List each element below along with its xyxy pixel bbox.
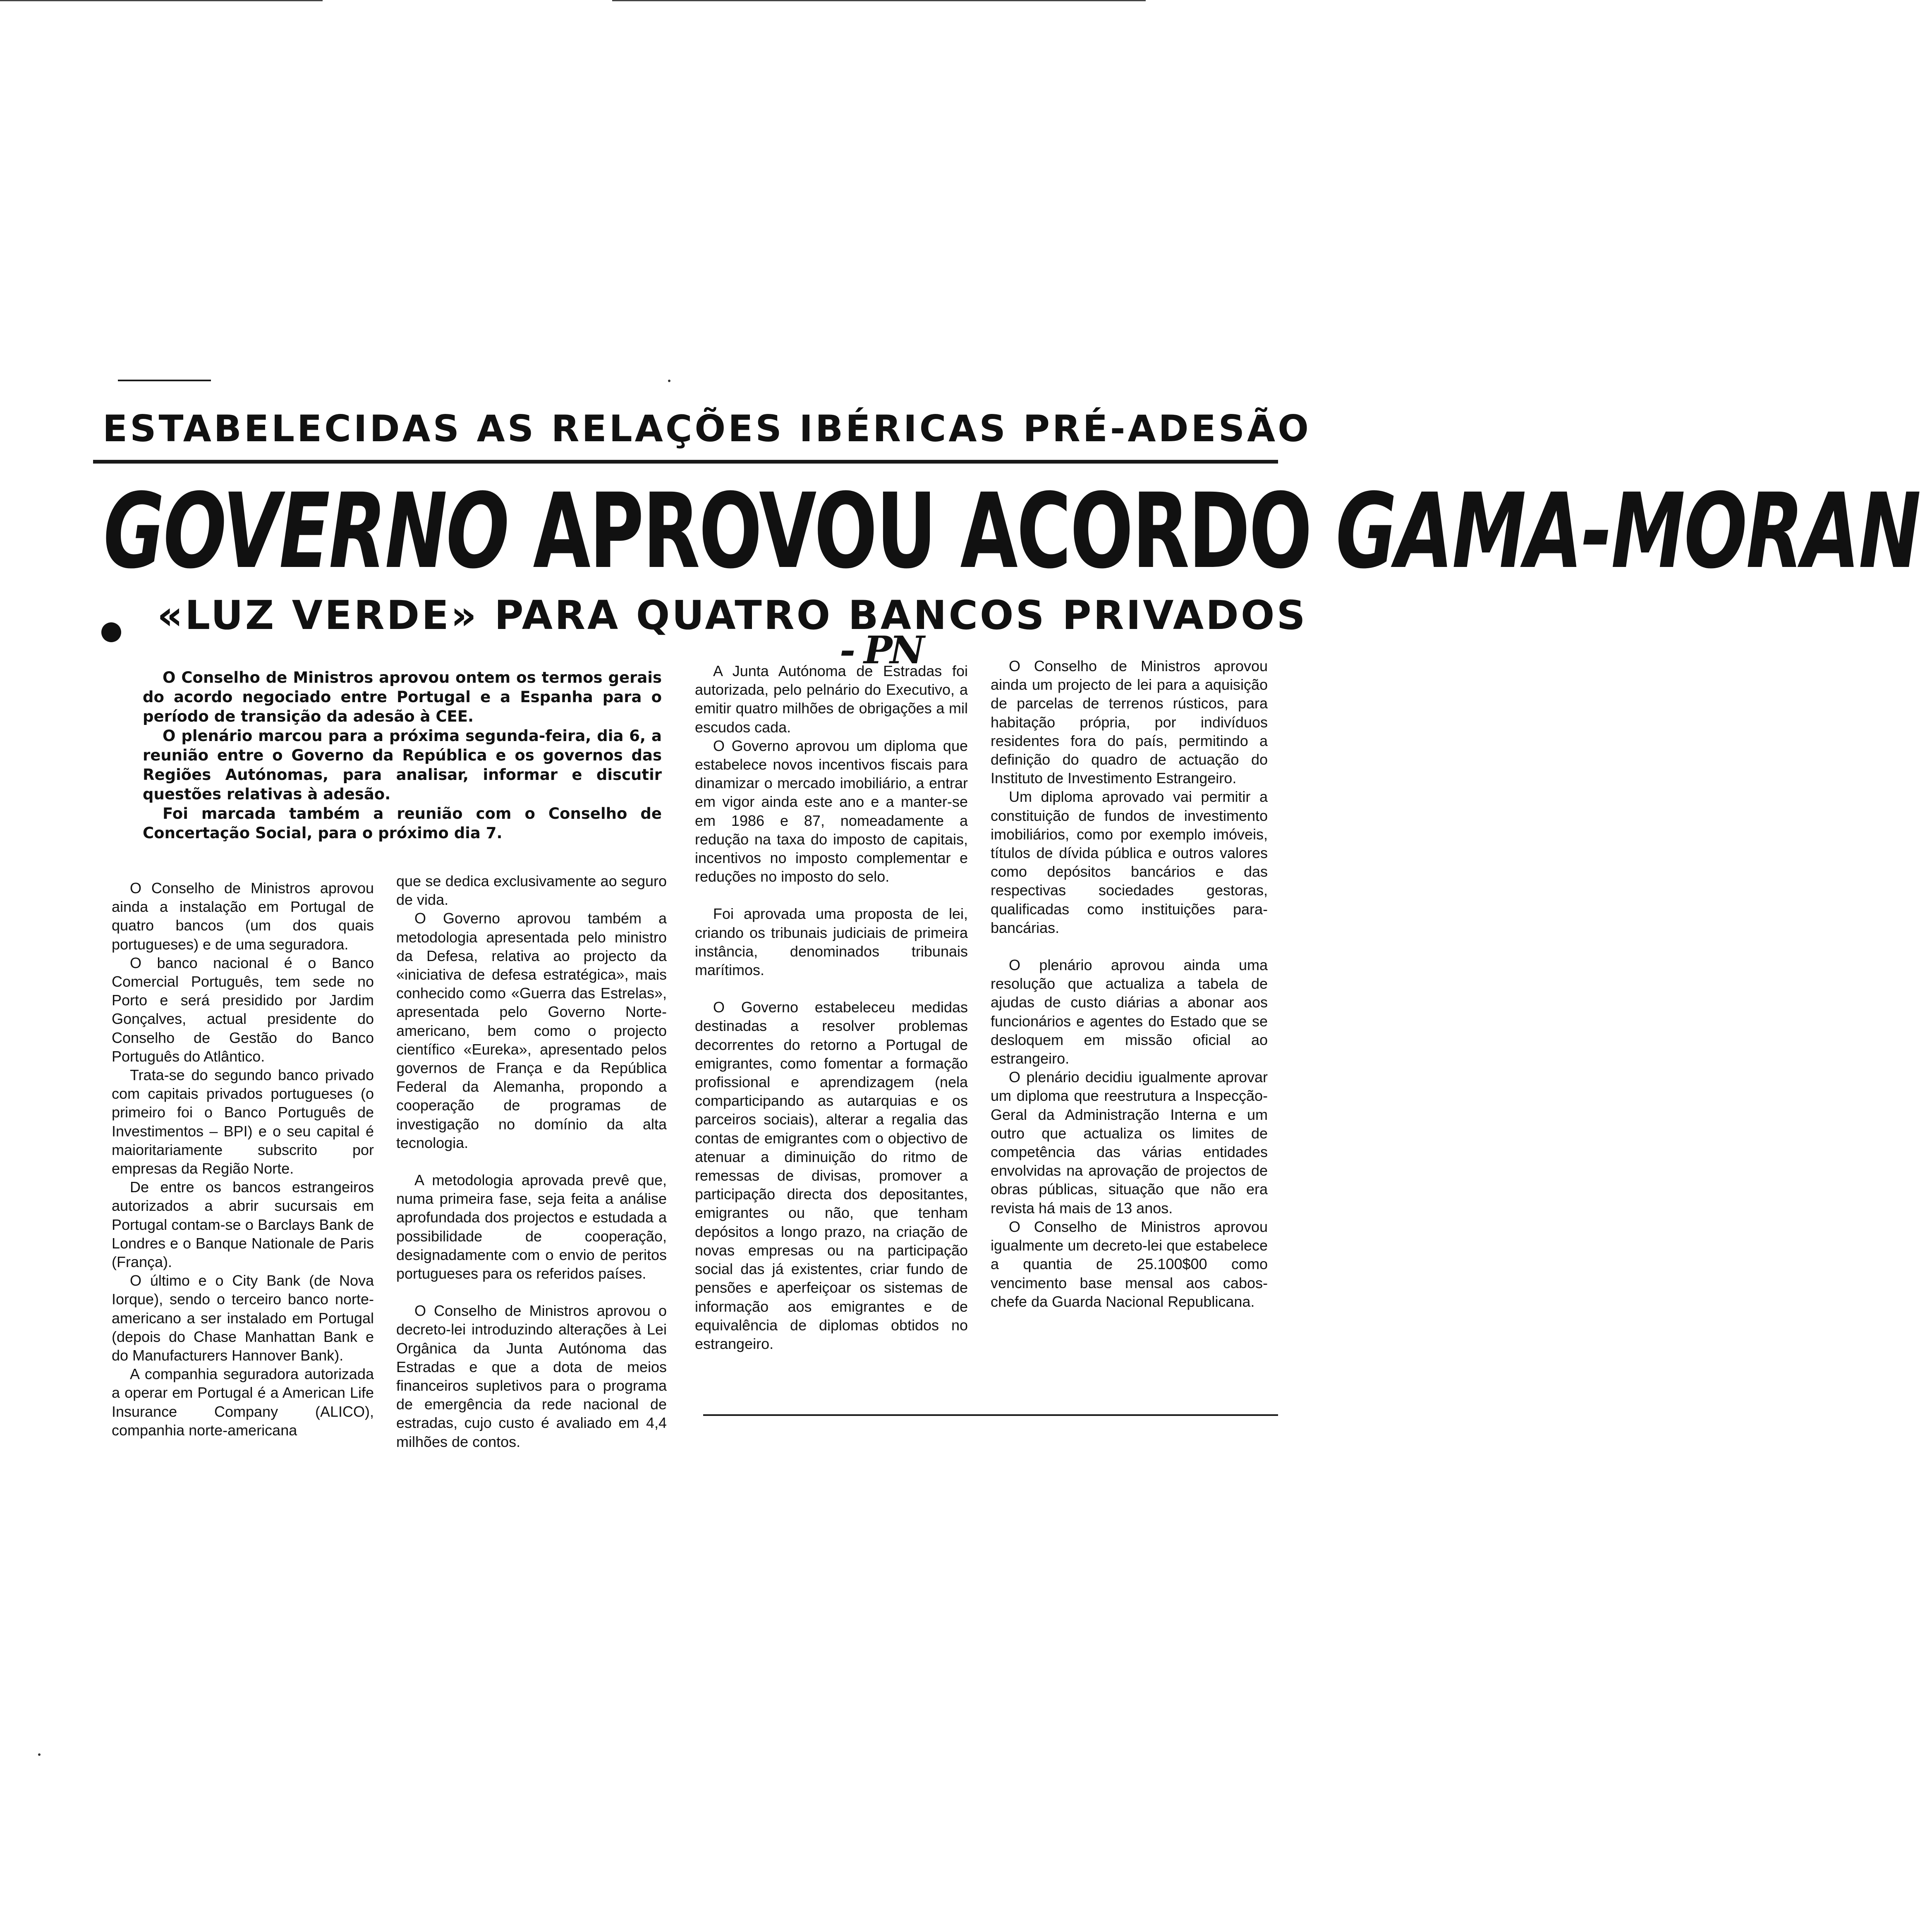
column-paragraph: A companhia seguradora autorizada a operar em Portugal é a American Life Insurance Company (ALICO), companhia norte-americana xyxy=(112,1365,374,1439)
column-paragraph: A Junta Autónoma de Estradas foi autorizada, pelo pelnário do Executivo, a emitir quatro milhões de obrigações a mil escudos cada. xyxy=(695,662,968,736)
headline-part-2: APROVOU ACORDO xyxy=(508,471,1336,591)
handwritten-mark: - PN xyxy=(840,628,922,672)
short-rule xyxy=(118,380,211,381)
column-paragraph: O último e o City Bank (de Nova Iorque), sendo o terceiro banco norte-americano a ser instalado em Portugal (depois do Chase Manhattan Bank e do Manufacturers Hannover Bank). xyxy=(112,1272,374,1364)
scan-line-top-left xyxy=(0,0,323,1)
column-paragraph: O Conselho de Ministros aprovou igualmente um decreto-lei que estabelece a quantia de 25.100$00 como vencimento base mensal aos cabos-chefe da Guarda Nacional Republicana. xyxy=(991,1218,1268,1310)
column-paragraph: O banco nacional é o Banco Comercial Português, tem sede no Porto e será presidido por Jardim Gonçalves, actual presidente do Conselho de Gestão do Banco Português do Atlântico. xyxy=(112,954,374,1065)
article-column-4 xyxy=(991,657,1268,1311)
headline-part-1: GOVERNO xyxy=(103,471,508,591)
column-paragraph: Um diploma aprovado vai permitir a constituição de fundos de investimento imobiliários, como por exemplo imóveis, títulos de dívida pública e outros valores como depósitos bancários e das respectivas sociedades gestoras, qualificadas como instituições para-bancárias. xyxy=(991,788,1268,936)
bullet-icon xyxy=(101,622,121,642)
headline xyxy=(103,469,1920,593)
scan-line-top-right xyxy=(612,0,1146,1)
headline-part-3: GAMA-MORAN xyxy=(1336,471,1920,591)
lead-paragraph: Foi marcada também a reunião com o Conselho de Concertação Social, para o próximo dia 7. xyxy=(143,805,662,842)
article-column-1 xyxy=(112,879,374,1439)
column-paragraph: O Governo aprovou também a metodologia apresentada pelo ministro da Defesa, relativa ao projecto da «iniciativa de defesa estratégica», mais conhecido como «Guerra das Estrelas», apresentada pelo Governo Norte-americano, bem como o projecto científico «Eureka», apresentado pelos governos de França e da República Federal da Alemanha, propondo a cooperação de programas de investigação no domínio da alta tecnologia. xyxy=(396,910,667,1151)
article-column-3 xyxy=(695,662,968,1353)
column-paragraph: O plenário decidiu igualmente aprovar um diploma que reestrutura a Inspecção-Geral da Administração Interna e um outro que actualiza os limites de competência das várias entidades envolvidas na aprovação de projectos de obras públicas, situação que não era revista há mais de 13 anos. xyxy=(991,1069,1268,1217)
kicker-title: ESTABELECIDAS AS RELAÇÕES IBÉRICAS PRÉ-ADESÃO xyxy=(103,407,1311,450)
column-paragraph: O plenário aprovou ainda uma resolução que actualiza a tabela de ajudas de custo diárias a abonar aos funcionários e agentes do Estado que se desloquem em missão oficial ao estrangeiro. xyxy=(991,956,1268,1067)
subhead: «LUZ VERDE» PARA QUATRO BANCOS PRIVADOS xyxy=(157,592,1307,638)
column-paragraph: O Conselho de Ministros aprovou ainda a instalação em Portugal de quatro bancos (um dos quais portugueses) e de uma seguradora. xyxy=(112,880,374,953)
scan-speck xyxy=(38,1753,41,1756)
lead-paragraph-block xyxy=(143,668,662,843)
kicker-rule xyxy=(93,460,1278,464)
column-paragraph: O Governo aprovou um diploma que estabelece novos incentivos fiscais para dinamizar o mercado imobiliário, a entrar em vigor ainda este ano e a manter-se em 1986 e 87, nomeadamente a redução na taxa do imposto de capitais, incentivos no imposto complementar e reduções no imposto do selo. xyxy=(695,737,968,885)
closing-rule xyxy=(703,1414,1278,1416)
column-paragraph: O Conselho de Ministros aprovou ainda um projecto de lei para a aquisição de parcelas de terrenos rústicos, para habitação própria, por indivíduos residentes fora do país, permitindo a definição do quadro de actuação do Instituto de Investimento Estrangeiro. xyxy=(991,658,1268,787)
column-paragraph: De entre os bancos estrangeiros autorizados a abrir sucursais em Portugal contam-se o Barclays Bank de Londres e o Banque Nationale de Paris (França). xyxy=(112,1179,374,1271)
lead-paragraph: O plenário marcou para a próxima segunda-feira, dia 6, a reunião entre o Governo da República e os governos das Regiões Autónomas, para analisar, informar e discutir questões relativas à adesão. xyxy=(143,727,662,803)
column-paragraph: O Conselho de Ministros aprovou o decreto-lei introduzindo alterações à Lei Orgânica da Junta Autónoma das Estradas e que a dota de meios financeiros supletivos para o programa de emergência da rede nacional de estradas, cujo custo é avaliado em 4,4 milhões de contos. xyxy=(396,1302,667,1450)
column-paragraph: Foi aprovada uma proposta de lei, criando os tribunais judiciais de primeira instância, denominados tribunais marítimos. xyxy=(695,905,968,979)
scan-speck xyxy=(668,380,670,382)
column-paragraph: O Governo estabeleceu medidas destinadas a resolver problemas decorrentes do retorno a Portugal de emigrantes, como fomentar a formação profissional e aprendizagem (nela comparticipando as autarquias e os parceiros sociais), alterar a regalia das contas de emigrantes com o objectivo de atenuar a diminuição do ritmo de remessas de divisas, promover a participação directa dos depositantes, emigrantes ou não, que tenham depósitos a longo prazo, na criação de novas empresas ou na participação social das já existentes, criar fundo de pensões e aperfeiçoar os sistemas de informação aos emigrantes e de equivalência de diplomas obtidos no estrangeiro. xyxy=(695,999,968,1352)
article-column-2 xyxy=(396,872,667,1451)
column-paragraph: Trata-se do segundo banco privado com capitais privados portugueses (o primeiro foi o Banco Português de Investimentos – BPI) e o seu capital é maioritariamente subscrito por empresas da Região Norte. xyxy=(112,1066,374,1177)
lead-paragraph: O Conselho de Ministros aprovou ontem os termos gerais do acordo negociado entre Portugal e a Espanha para o período de transição da adesão à CEE. xyxy=(143,669,662,725)
column-paragraph: A metodologia aprovada prevê que, numa primeira fase, seja feita a análise aprofundada dos projectos e estudada a possibilidade de cooperação, designadamente com o envio de peritos portugueses para os referidos países. xyxy=(396,1172,667,1282)
column-paragraph: que se dedica exclusivamente ao seguro de vida. xyxy=(396,873,667,909)
